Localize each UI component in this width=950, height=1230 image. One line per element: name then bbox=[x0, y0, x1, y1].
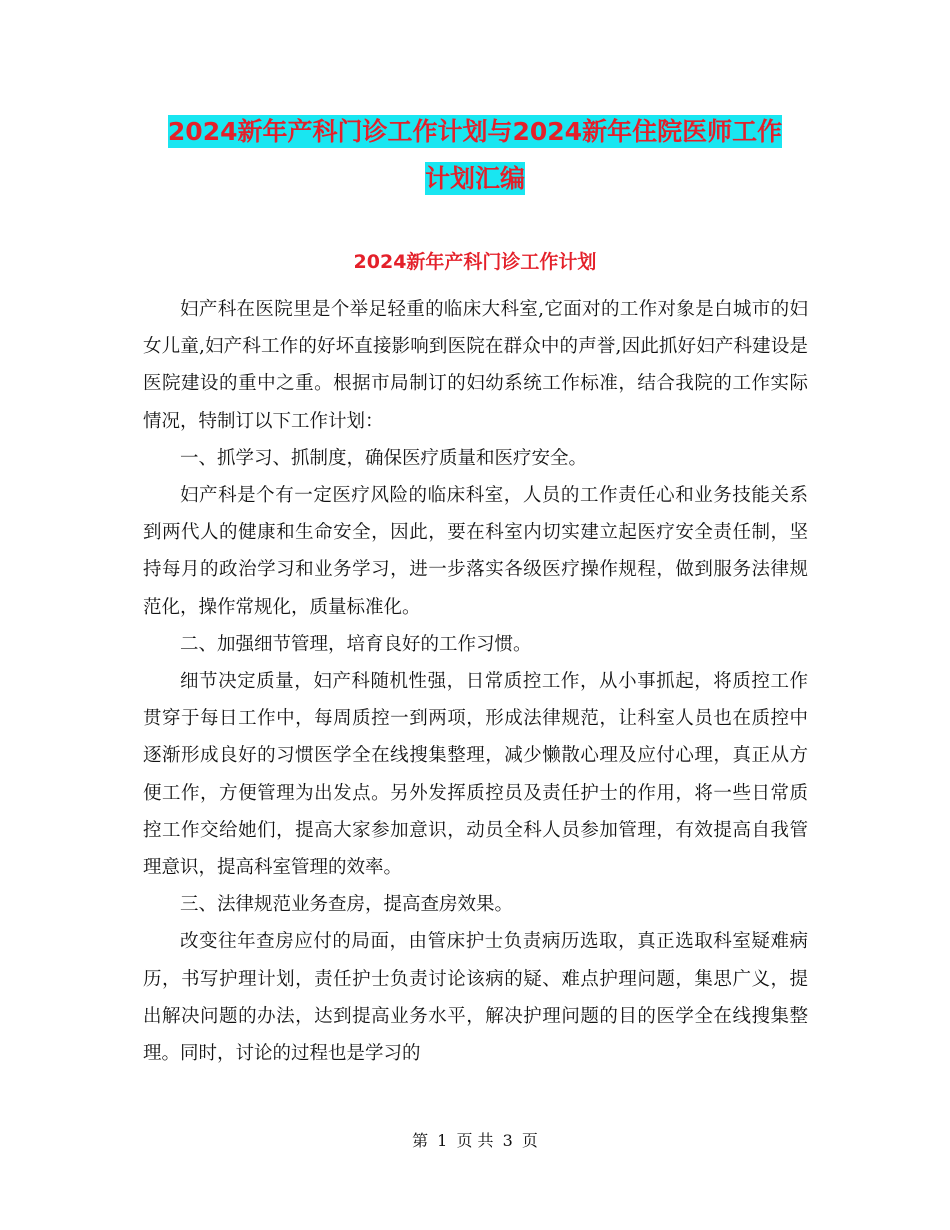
heading-section-1: 一、抓学习、抓制度，确保医疗质量和医疗安全。 bbox=[180, 447, 588, 469]
paragraph-section-2: 细节决定质量，妇产科随机性强，日常质控工作，从小事抓起，将质控工作贯穿于每日工作中，每周质控一到两项，形成法律规范，让科室人员也在质控中逐渐形成良好的习惯医学全在线搜集整理，减少懒散心理及应付心理，真正从方便工作，方便管理为出发点。另外发挥质控员及责任护士的作用，将一些日常质控工作交给她们，提高大家参加意识，动员全科人员参加管理，有效提高自我管理意识，提高科室管理的效率。 bbox=[143, 671, 808, 879]
heading-section-3: 三、法律规范业务查房，提高查房效果。 bbox=[180, 894, 514, 916]
footer-page-number: 1 bbox=[437, 1131, 448, 1150]
page-footer bbox=[0, 1128, 950, 1151]
footer-prefix: 第 bbox=[412, 1131, 429, 1150]
paragraph-intro: 妇产科在医院里是个举足轻重的临床大科室,它面对的工作对象是白城市的妇女儿童,妇产科工作的好坏直接影响到医院在群众中的声誉,因此抓好妇产科建设是医院建设的重中之重。根据市局制订的妇幼系统工作标准，结合我院的工作实际情况，特制订以下工作计划： bbox=[143, 299, 808, 432]
footer-middle: 页 共 bbox=[456, 1131, 494, 1150]
footer-total-pages: 3 bbox=[502, 1131, 513, 1150]
document-title bbox=[140, 108, 810, 202]
paragraph-section-3: 改变往年查房应付的局面，由管床护士负责病历选取，真正选取科室疑难病历，书写护理计划，责任护士负责讨论该病的疑、难点护理问题，集思广义，提出解决问题的办法，达到提高业务水平，解决护理问题的目的医学全在线搜集整理。同时，讨论的过程也是学习的 bbox=[143, 931, 808, 1065]
title-line-2: 计划汇编 bbox=[424, 164, 525, 193]
section-subtitle: 2024新年产科门诊工作计划 bbox=[353, 251, 597, 273]
body-text bbox=[143, 291, 808, 1072]
paragraph-section-1: 妇产科是个有一定医疗风险的临床科室，人员的工作责任心和业务技能关系到两代人的健康和生命安全，因此，要在科室内切实建立起医疗安全责任制，坚持每月的政治学习和业务学习，进一步落实各级医疗操作规程，做到服务法律规范化，操作常规化，质量标准化。 bbox=[143, 485, 808, 618]
footer-suffix: 页 bbox=[521, 1131, 538, 1150]
title-line-1: 2024新年产科门诊工作计划与2024新年住院医师工作 bbox=[167, 117, 783, 146]
heading-section-2: 二、加强细节管理，培育良好的工作习惯。 bbox=[180, 633, 532, 655]
